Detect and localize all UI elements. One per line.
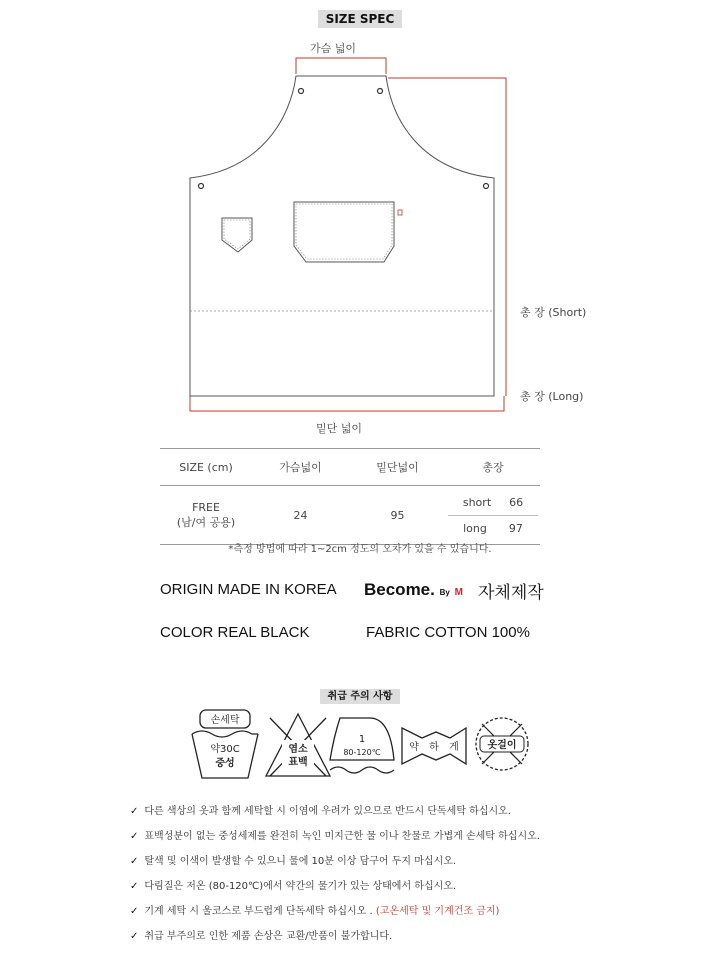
wring-gently-icon	[402, 728, 466, 764]
table-header: 총장	[446, 449, 540, 486]
spec-title: SIZE SPEC	[318, 10, 403, 28]
svg-text:약30C: 약30C	[210, 744, 240, 755]
svg-text:1: 1	[358, 734, 366, 745]
chest-width-label: 가슴 넓이	[310, 42, 357, 55]
list-item	[130, 927, 540, 952]
apron-diagram	[0, 0, 720, 440]
care-title-wrap	[0, 684, 720, 703]
brand-name: Become.	[364, 580, 435, 599]
svg-text:게: 게	[449, 742, 459, 753]
grommet-icon	[484, 184, 489, 189]
care-text: 다림질은 저온 (80-120℃)에서 약간의 물기가 있는 상태에서 하십시오.	[144, 881, 457, 892]
chest-value: 24	[293, 508, 308, 522]
table-row	[160, 486, 540, 545]
no-bleach-icon	[266, 714, 330, 776]
grommet-icon	[199, 184, 204, 189]
table-header: 가슴넓이	[252, 449, 349, 486]
list-item	[130, 827, 540, 852]
length-long-name: long	[463, 521, 487, 535]
care-text: 기계 세탁 시 울코스로 부드럽게 단독세탁 하십시오 .	[144, 906, 376, 917]
svg-text:하: 하	[429, 742, 439, 753]
color-text: COLOR REAL BLACK	[160, 624, 310, 641]
length-short-value: 66	[509, 495, 524, 509]
svg-text:80-120℃: 80-120℃	[343, 748, 381, 757]
care-title: 취급 주의 사항	[320, 689, 401, 704]
grommet-icon	[299, 89, 304, 94]
origin-text: ORIGIN MADE IN KOREA	[160, 581, 337, 598]
svg-text:염소: 염소	[288, 744, 308, 755]
hem-width-label: 밑단 넓이	[316, 422, 363, 435]
table-header-row	[160, 449, 540, 486]
care-icons	[190, 708, 540, 788]
check-icon: ✓	[130, 906, 139, 917]
list-item	[130, 852, 540, 877]
table-header: SIZE (cm)	[160, 449, 252, 486]
size-cell	[160, 486, 252, 545]
check-icon: ✓	[130, 806, 139, 817]
care-warning: (고온세탁 및 기계건조 금지)	[375, 906, 500, 917]
svg-text:중성: 중성	[215, 758, 235, 769]
hanger-dry-icon	[476, 718, 528, 770]
svg-text:약: 약	[409, 742, 419, 753]
brand-logo	[364, 580, 463, 600]
measurement-note: *측정 방법에 따라 1~2cm 정도의 오차가 있을 수 있습니다.	[228, 544, 492, 555]
made-label: 자체제작	[478, 583, 544, 603]
length-short-name: short	[462, 495, 492, 509]
chest-measure-line	[296, 58, 386, 74]
check-icon: ✓	[130, 881, 139, 892]
fabric-text: FABRIC COTTON 100%	[366, 624, 530, 641]
length-short-label: 총 장 (Short)	[520, 306, 587, 319]
hem-measure-line	[190, 396, 504, 411]
list-item	[130, 802, 540, 827]
check-icon: ✓	[130, 856, 139, 867]
table-header: 밑단넓이	[349, 449, 446, 486]
care-list	[130, 802, 540, 952]
hem-value: 95	[390, 508, 405, 522]
handwash-icon	[192, 710, 258, 778]
care-text: 표백성분이 없는 중성세제를 완전히 녹인 미지근한 물 이나 찬물로 가볍게 손세탁 하십시오.	[144, 831, 540, 842]
iron-icon	[330, 718, 394, 773]
svg-text:손세탁: 손세탁	[210, 715, 240, 726]
check-icon: ✓	[130, 931, 139, 942]
size-name: FREE	[192, 500, 220, 514]
apron-outline	[190, 76, 494, 396]
care-text: 탈색 및 이색이 발생할 수 있으니 물에 10분 이상 담구어 두지 마십시오.	[144, 856, 457, 867]
svg-text:표백: 표백	[288, 757, 308, 768]
size-table	[160, 448, 540, 545]
svg-text:옷걸이: 옷걸이	[487, 740, 517, 751]
length-long-value: 97	[508, 521, 523, 535]
length-long-label: 총 장 (Long)	[520, 390, 584, 403]
grommet-icon	[378, 89, 383, 94]
care-text: 다른 색상의 옷과 함께 세탁할 시 이염에 우려가 있으므로 반드시 단독세탁 하십시오.	[144, 806, 511, 817]
check-icon: ✓	[130, 831, 139, 842]
size-sub: (남/여 공용)	[176, 515, 236, 529]
length-cell	[446, 486, 540, 545]
brand-mark: M	[454, 587, 463, 598]
list-item	[130, 902, 540, 927]
care-text: 취급 부주의로 인한 제품 손상은 교환/반품이 불가합니다.	[144, 931, 393, 942]
brand-by: By	[439, 588, 450, 597]
list-item	[130, 877, 540, 902]
